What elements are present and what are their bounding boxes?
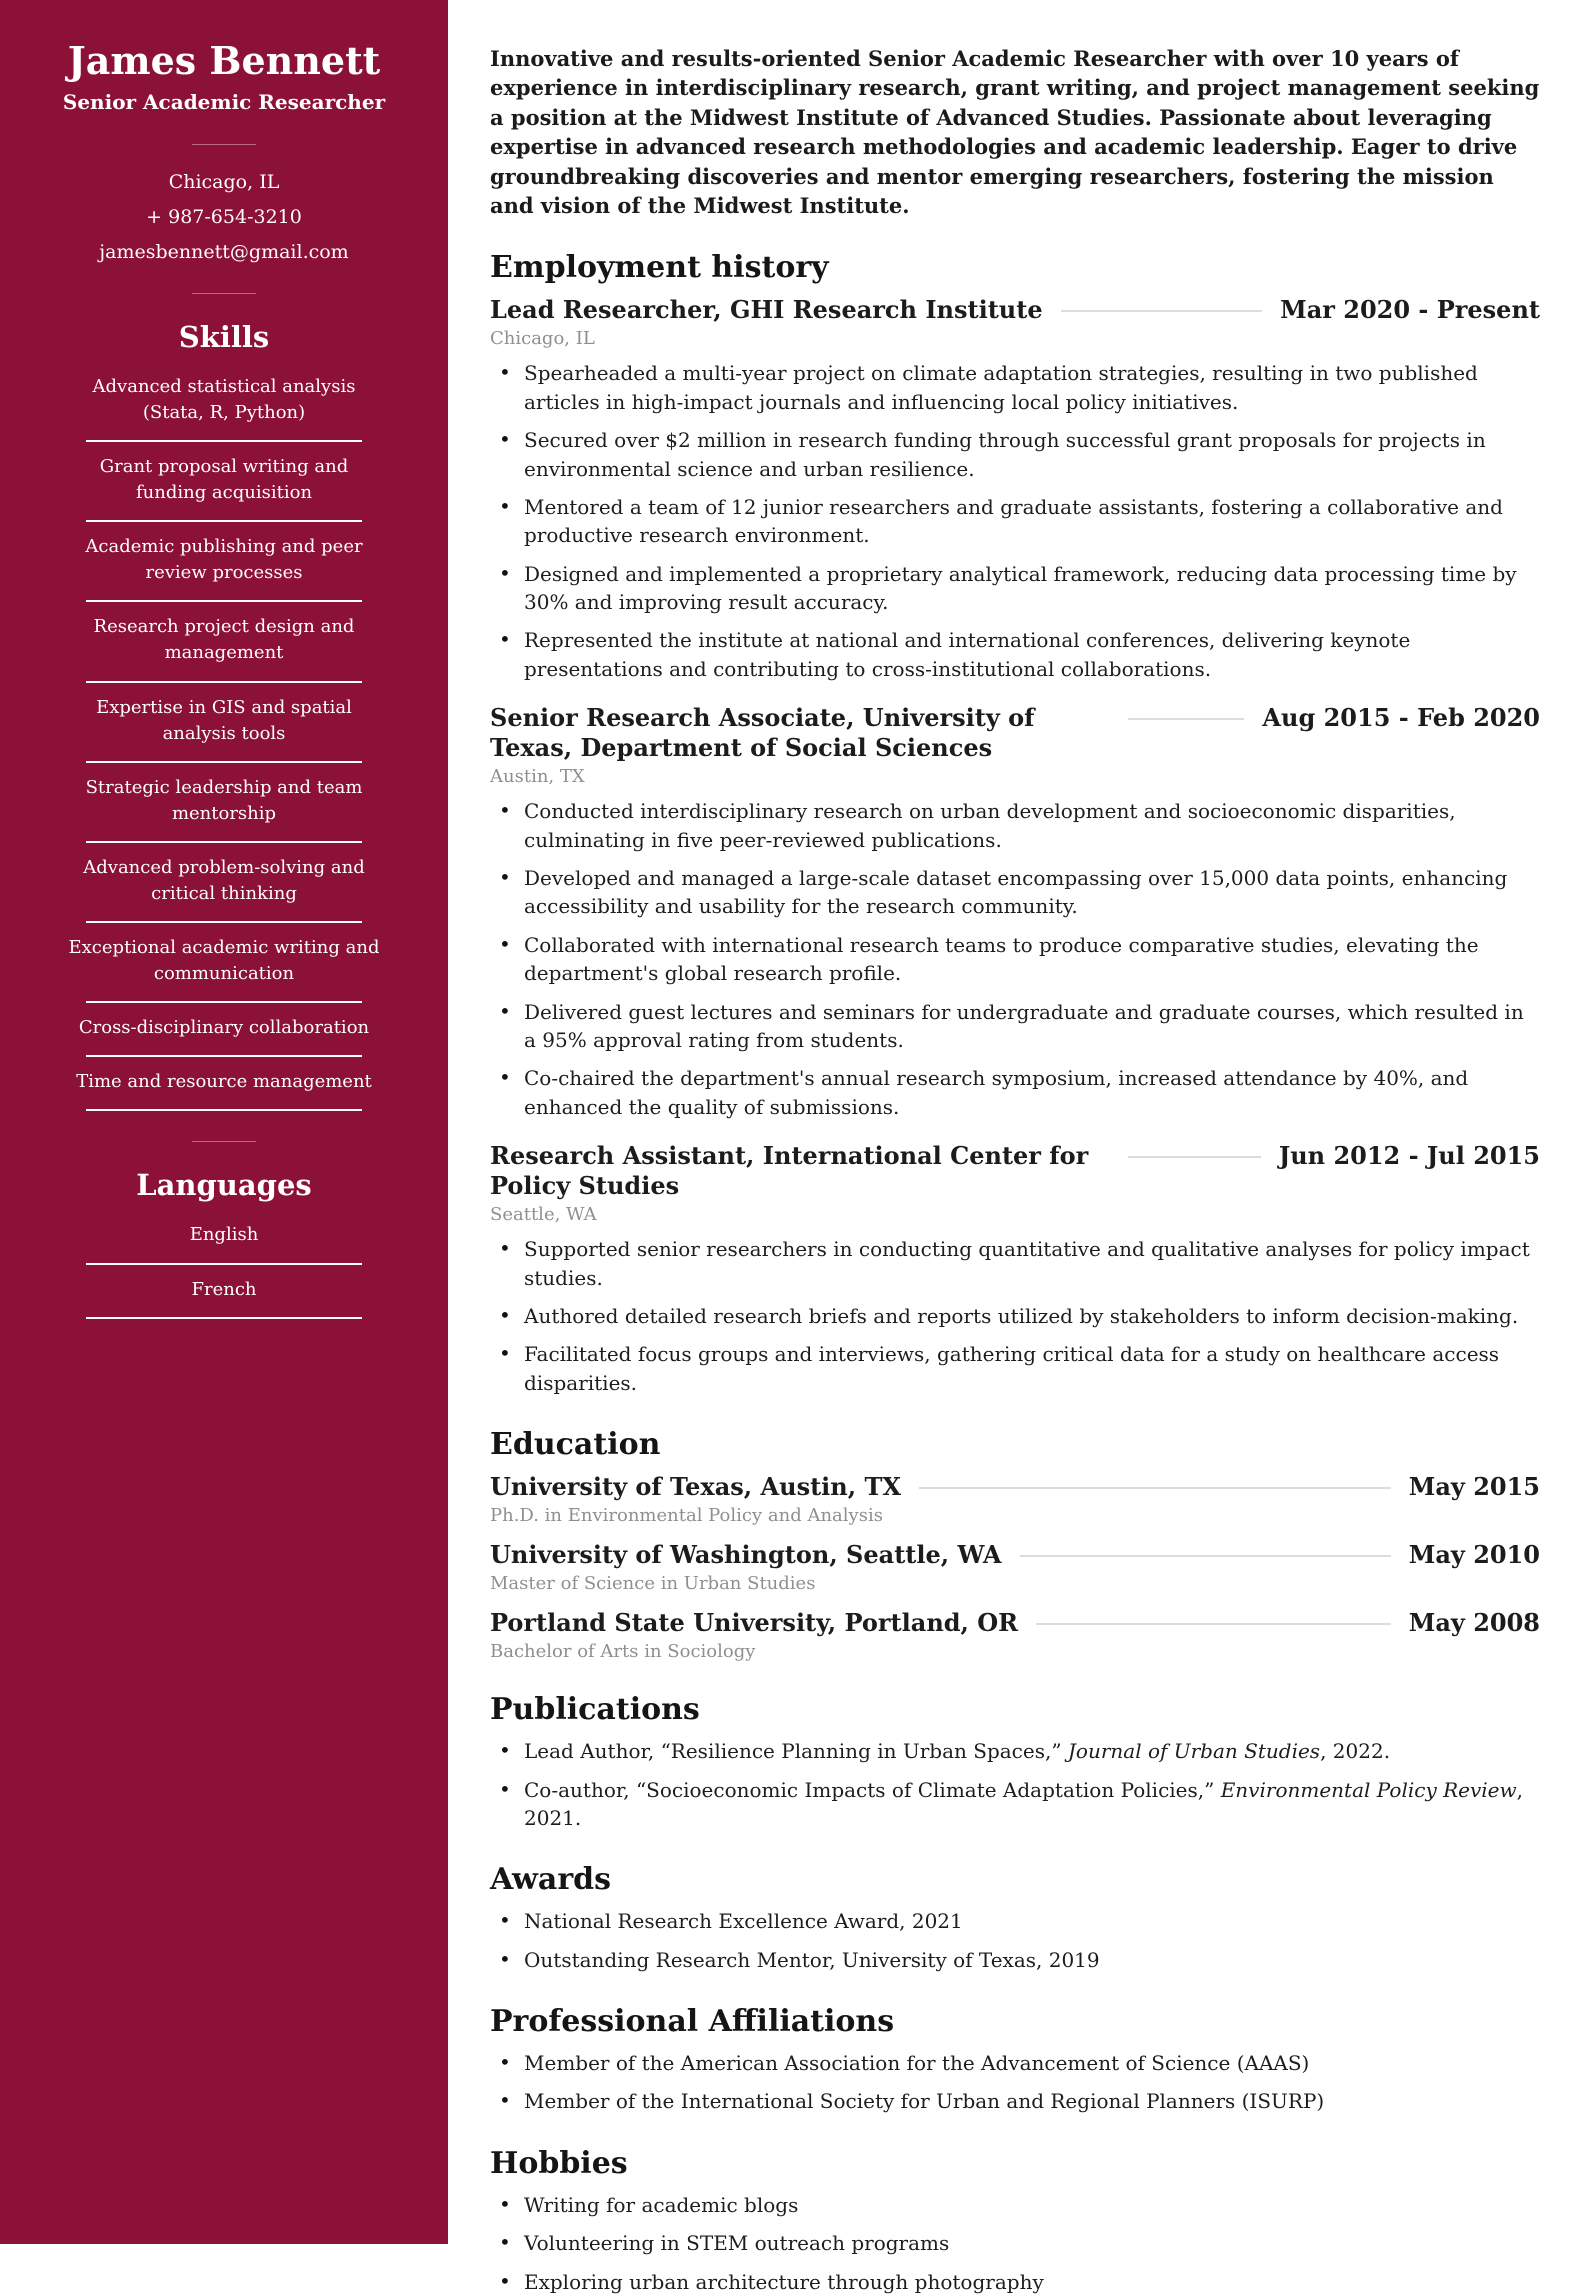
education-header [490, 1608, 1540, 1638]
bullet-item: • Conducted interdisciplinary research on urban development and socioeconomic disparities, culminating in five peer-reviewed publications. [490, 797, 1540, 854]
job-title: Senior Research Associate, University of Texas, Department of Social Sciences [490, 703, 1035, 763]
publication-journal: Journal of Urban Studies [1067, 1739, 1321, 1764]
bullet-item: • Secured over $2 million in research funding through successful grant proposals for projects in environmental science and urban resilience. [490, 426, 1540, 483]
sidebar-list-item: Academic publishing and peer review processes [62, 524, 386, 602]
bullet-item: • Volunteering in STEM outreach programs [490, 2229, 1540, 2257]
education-entry [490, 1540, 1540, 1594]
bullet-item: • Facilitated focus groups and interviews, gathering critical data for a study on healthcare access disparities. [490, 1340, 1540, 1397]
jobs-list [490, 295, 1540, 1397]
rule-line [1036, 1623, 1391, 1625]
sidebar [0, 0, 448, 2244]
rule-line [1128, 718, 1244, 720]
bullet-item: • Writing for academic blogs [490, 2191, 1540, 2219]
job-entry [490, 295, 1540, 683]
employment-heading: Employment history [490, 250, 829, 286]
bullet-item: • Collaborated with international research teams to produce comparative studies, elevating the department's global research profile. [490, 931, 1540, 988]
sidebar-list-item: Cross-disciplinary collaboration [62, 1005, 386, 1057]
sidebar-list-item: Time and resource management [62, 1059, 386, 1111]
graduation-date: May 2008 [1408, 1608, 1540, 1638]
publication-item [490, 1737, 1540, 1765]
job-location: Austin, TX [490, 766, 585, 788]
awards-section [490, 1862, 1540, 1974]
sidebar-list-item: Strategic leadership and team mentorship [62, 765, 386, 843]
degree-name: Ph.D. in Environmental Policy and Analysis [490, 1505, 883, 1527]
job-entry [490, 703, 1540, 1121]
hobbies-section [490, 2146, 1540, 2296]
contact-block [62, 171, 386, 263]
bullet-item: • Delivered guest lectures and seminars for undergraduate and graduate courses, which resulted in a 95% approval rating from students. [490, 998, 1540, 1055]
publication-year: , 2022. [1320, 1739, 1391, 1764]
job-dates: Aug 2015 - Feb 2020 [1262, 703, 1540, 733]
skills-list [62, 364, 386, 1112]
job-title: Research Assistant, International Center for Policy Studies [490, 1141, 1089, 1201]
sidebar-list-item: Advanced statistical analysis (Stata, R, Python) [62, 364, 386, 442]
languages-list [62, 1212, 386, 1318]
skills-heading: Skills [178, 319, 270, 354]
person-name: James Bennett [67, 38, 381, 83]
job-bullets [490, 797, 1540, 1121]
job-bullets [490, 359, 1540, 683]
bullet-item: • Represented the institute at national and international conferences, delivering keynote presentations and contributing to cross-institutional collaborations. [490, 626, 1540, 683]
publication-text: Lead Author, “Resilience Planning in Urban Spaces,” [524, 1739, 1068, 1764]
sidebar-list-item: Expertise in GIS and spatial analysis tools [62, 685, 386, 763]
education-list [490, 1472, 1540, 1662]
job-header [490, 295, 1540, 325]
bullet-item: • Member of the International Society for Urban and Regional Planners (ISURP) [490, 2087, 1540, 2115]
divider [192, 1141, 256, 1142]
rule-line [1020, 1555, 1391, 1557]
publication-journal: Environmental Policy Review [1220, 1777, 1517, 1802]
bullet-item: • Supported senior researchers in conducting quantitative and qualitative analyses for policy impact studies. [490, 1235, 1540, 1292]
bullet-item: • Authored detailed research briefs and reports utilized by stakeholders to inform decision-making. [490, 1302, 1540, 1330]
education-entry [490, 1608, 1540, 1662]
divider [192, 144, 256, 145]
publication-year: , 2021. [524, 1777, 1523, 1830]
sidebar-list-item: Exceptional academic writing and communication [62, 925, 386, 1003]
degree-name: Master of Science in Urban Studies [490, 1573, 816, 1595]
bullet-item: • National Research Excellence Award, 2021 [490, 1907, 1540, 1935]
resume-body [448, 0, 1588, 2294]
job-header [490, 703, 1540, 763]
job-location: Chicago, IL [490, 328, 595, 350]
awards-heading: Awards [490, 1862, 611, 1898]
job-bullets [490, 1235, 1540, 1397]
hobbies-list [490, 2191, 1540, 2296]
rule-line [1128, 1156, 1261, 1158]
publication-text: Co-author, “Socioeconomic Impacts of Climate Adaptation Policies,” [524, 1777, 1221, 1802]
rule-line [1061, 310, 1263, 312]
publications-heading: Publications [490, 1692, 700, 1728]
job-location: Seattle, WA [490, 1204, 597, 1226]
job-header [490, 1141, 1540, 1201]
affiliations-heading: Professional Affiliations [490, 2004, 895, 2040]
school-name: University of Texas, Austin, TX [490, 1472, 901, 1502]
bullet-item: • Developed and managed a large-scale dataset encompassing over 15,000 data points, enhancing accessibility and usability for the research community. [490, 864, 1540, 921]
rule-line [919, 1487, 1391, 1489]
contact-phone: + 987-654-3210 [146, 205, 302, 228]
languages-heading: Languages [136, 1168, 312, 1203]
bullet-item: • Member of the American Association for the Advancement of Science (AAAS) [490, 2049, 1540, 2077]
publications-list [490, 1737, 1540, 1832]
school-name: University of Washington, Seattle, WA [490, 1540, 1002, 1570]
publications-section [490, 1692, 1540, 1832]
affiliations-section [490, 2004, 1540, 2116]
contact-email: jamesbennett@gmail.com [99, 240, 349, 263]
bullet-item: • Designed and implemented a proprietary analytical framework, reducing data processing time by 30% and improving result accuracy. [490, 560, 1540, 617]
awards-list [490, 1907, 1540, 1974]
bullet-item: • Co-chaired the department's annual research symposium, increased attendance by 40%, and enhanced the quality of submissions. [490, 1064, 1540, 1121]
education-header [490, 1540, 1540, 1570]
school-name: Portland State University, Portland, OR [490, 1608, 1019, 1638]
sidebar-list-item: Advanced problem-solving and critical thinking [62, 845, 386, 923]
sidebar-list-item: English [62, 1212, 386, 1264]
publication-item [490, 1776, 1540, 1833]
education-header [490, 1472, 1540, 1502]
job-dates: Mar 2020 - Present [1280, 295, 1540, 325]
person-job-title: Senior Academic Researcher [62, 89, 386, 114]
degree-name: Bachelor of Arts in Sociology [490, 1641, 756, 1663]
graduation-date: May 2010 [1408, 1540, 1540, 1570]
sidebar-list-item: Research project design and management [62, 604, 386, 682]
education-heading: Education [490, 1427, 661, 1463]
contact-location: Chicago, IL [168, 170, 280, 193]
divider [192, 293, 256, 294]
education-entry [490, 1472, 1540, 1526]
bullet-item: • Spearheaded a multi-year project on climate adaptation strategies, resulting in two published articles in high-impact journals and influencing local policy initiatives. [490, 359, 1540, 416]
job-entry [490, 1141, 1540, 1397]
affiliations-list [490, 2049, 1540, 2116]
graduation-date: May 2015 [1408, 1472, 1540, 1502]
job-dates: Jun 2012 - Jul 2015 [1278, 1141, 1540, 1171]
job-title: Lead Researcher, GHI Research Institute [490, 295, 1043, 325]
sidebar-list-item: Grant proposal writing and funding acquisition [62, 444, 386, 522]
bullet-item: • Mentored a team of 12 junior researchers and graduate assistants, fostering a collaborative and productive research environment. [490, 493, 1540, 550]
education-section [490, 1427, 1540, 1662]
bullet-item: • Exploring urban architecture through photography [490, 2268, 1540, 2296]
professional-summary: Innovative and results-oriented Senior Academic Researcher with over 10 years of experience in interdisciplinary research, grant writing, and project management seeking a position at the Midwest Institute of Advanced Studies. Passionate about leveraging expertise in advanced research methodologies and academic leadership. Eager to drive groundbreaking discoveries and mentor emerging researchers, fostering the mission and vision of the Midwest Institute. [490, 46, 1540, 218]
bullet-item: • Outstanding Research Mentor, University of Texas, 2019 [490, 1946, 1540, 1974]
hobbies-heading: Hobbies [490, 2145, 628, 2181]
sidebar-list-item: French [62, 1267, 386, 1319]
employment-section [490, 250, 1540, 1397]
